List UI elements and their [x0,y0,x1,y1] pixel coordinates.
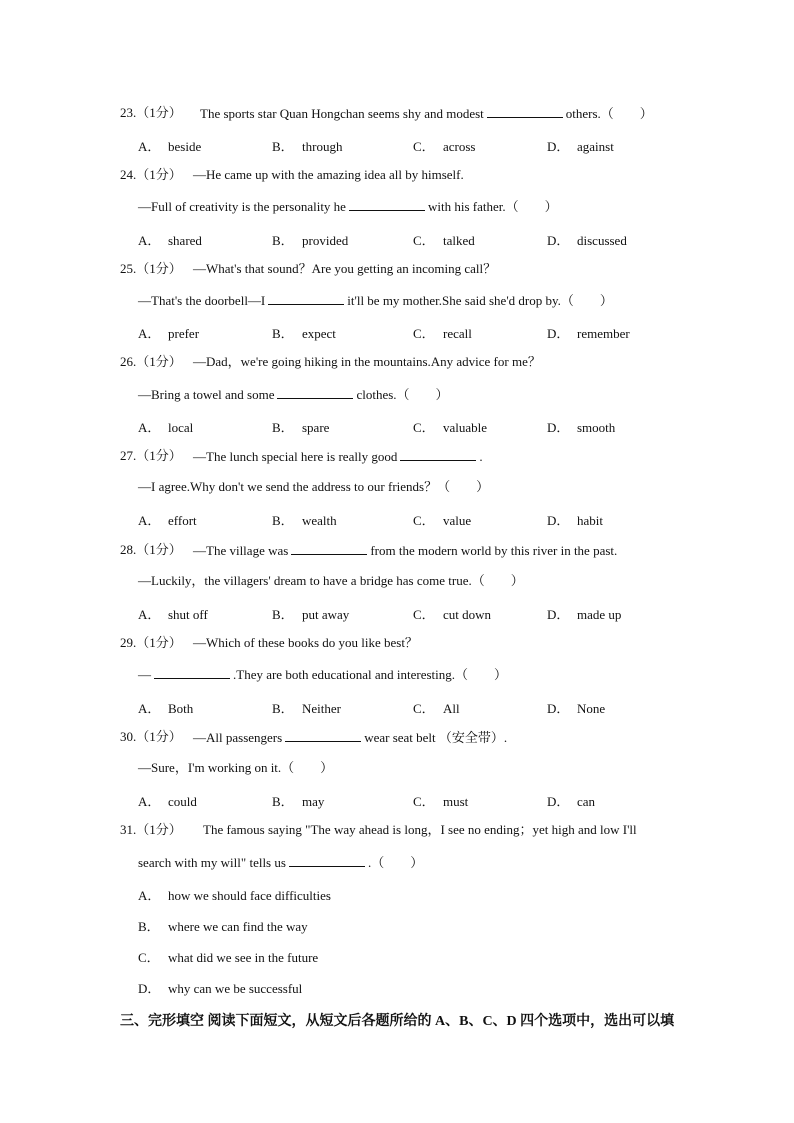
option-text: Neither [302,701,341,716]
option-text: shut off [168,607,208,622]
option-b[interactable] [272,417,329,436]
option-letter: D． [547,326,570,341]
stem-text-after-blank: . [479,449,483,464]
option-text: recall [443,326,472,341]
option-text: spare [302,420,330,435]
stem-text: —That's the doorbell—I [138,293,266,308]
stem-text: —The lunch special here is really good [193,449,398,464]
question-stem [138,760,333,776]
answer-blank [154,666,230,679]
option-a[interactable] [138,604,208,623]
option-letter: C． [413,139,435,154]
option-text: provided [302,233,349,248]
option-letter: A． [138,513,161,528]
option-text: why can we be successful [168,981,303,996]
option-letter: D． [547,794,570,809]
option-text: where we can find the way [168,919,308,934]
option-text: local [168,420,194,435]
option-text: must [443,794,469,809]
stem-text: —The village was [193,543,289,558]
option-letter: B． [272,139,294,154]
option-letter: C． [413,607,435,622]
option-b[interactable] [272,698,341,717]
question-number: 25.（1分） [120,261,182,276]
stem-text-after-blank: with his father.（ ） [427,199,558,214]
option-letter: D． [547,513,570,528]
option-b[interactable] [272,230,348,249]
stem-text: —What's that sound？Are you getting an incoming call？ [193,261,497,276]
option-letter: D． [547,139,570,154]
option-text: how we should face difficulties [168,888,331,903]
option-text: habit [577,513,603,528]
option-letter: B． [272,607,294,622]
option-a[interactable] [138,230,202,249]
option-letter: A． [138,888,161,903]
question-number: 26.（1分） [120,354,182,369]
stem-text: The sports star Quan Hongchan seems shy and modest [200,106,484,121]
option-c[interactable] [413,604,491,623]
answer-blank [400,448,476,461]
option-letter: D． [547,420,570,435]
option-text: effort [168,513,197,528]
option-letter: C． [413,513,435,528]
option-text: across [443,139,476,154]
question-stem [200,105,653,122]
question-stem [193,261,496,277]
option-b[interactable] [272,791,324,810]
option-letter: B． [272,420,294,435]
option-c[interactable] [413,136,476,155]
answer-blank [268,292,344,305]
option-text: discussed [577,233,627,248]
option-letter: A． [138,701,161,716]
option-b[interactable] [138,916,308,935]
question-stem [193,729,507,746]
question-stem [193,542,617,559]
stem-text: —Luckily，the villagers' dream to have a bridge has come true.（ ） [138,573,524,588]
stem-text: —All passengers [193,730,283,745]
question-number: 30.（1分） [120,729,182,744]
option-c[interactable] [413,323,472,342]
option-letter: B． [272,233,294,248]
option-text: expect [302,326,336,341]
option-c[interactable] [413,510,471,529]
option-letter: B． [272,513,294,528]
stem-text: —Dad，we're going hiking in the mountains.Any advice for me？ [193,354,541,369]
question-stem [193,635,418,651]
question-stem [193,448,483,465]
option-c[interactable] [413,417,487,436]
option-letter: A． [138,420,161,435]
option-a[interactable] [138,417,193,436]
option-text: None [577,701,606,716]
option-d[interactable] [547,136,614,155]
option-text: Both [168,701,194,716]
option-c[interactable] [413,230,475,249]
option-text: put away [302,607,350,622]
option-text: against [577,139,614,154]
stem-text-after-blank: .（ ） [367,855,424,870]
question-number: 31.（1分） [120,822,182,837]
option-d[interactable] [547,230,627,249]
option-b[interactable] [272,323,336,342]
option-a[interactable] [138,791,197,810]
option-text: cut down [443,607,492,622]
question-number: 28.（1分） [120,542,182,557]
option-text: may [302,794,325,809]
stem-text-after-blank: wear seat belt （安全带）. [364,730,508,745]
option-a[interactable] [138,510,197,529]
answer-blank [291,542,367,555]
stem-text: —He came up with the amazing idea all by himself. [193,167,464,182]
question-stem [193,354,541,370]
question-stem [138,573,524,589]
option-letter: D． [138,981,161,996]
stem-text-after-blank: it'll be my mother.She said she'd drop by.（ ） [347,293,613,308]
stem-text: —Bring a towel and some [138,387,275,402]
stem-text: —I agree.Why don't we send the address to our friends？（ ） [138,479,490,494]
option-d[interactable] [547,417,615,436]
question-stem [138,666,507,683]
option-letter: D． [547,701,570,716]
option-a[interactable] [138,136,201,155]
section-title: 三、完形填空 阅读下面短文，从短文后各题所给的 A、B、C、D 四个选项中，选出可以填 [120,1014,675,1029]
answer-blank [289,854,365,867]
question-stem [138,479,489,495]
stem-text: — [138,667,151,682]
option-letter: B． [272,794,294,809]
option-letter: D． [547,607,570,622]
option-a[interactable] [138,323,199,342]
option-letter: B． [138,919,160,934]
stem-text: —Which of these books do you like best？ [193,635,418,650]
option-d[interactable] [547,604,621,623]
question-number: 23.（1分） [120,105,182,120]
answer-blank [277,386,353,399]
option-a[interactable] [138,698,193,717]
option-letter: C． [413,701,435,716]
option-b[interactable] [272,604,349,623]
option-letter: C． [138,950,160,965]
stem-text-after-blank: others.（ ） [565,106,653,121]
question-stem [138,386,449,403]
question-stem [138,854,423,871]
option-text: through [302,139,343,154]
option-c[interactable] [138,947,318,966]
question-stem [138,292,613,309]
option-text: made up [577,607,622,622]
answer-blank [487,105,563,118]
option-letter: A． [138,326,161,341]
option-text: beside [168,139,202,154]
stem-text-after-blank: clothes.（ ） [356,387,449,402]
option-text: wealth [302,513,337,528]
stem-text-after-blank: .They are both educational and interesting.（ ） [233,667,508,682]
option-letter: B． [272,326,294,341]
question-stem [193,167,464,183]
option-d[interactable] [547,791,595,810]
option-letter: A． [138,139,161,154]
answer-blank [349,198,425,211]
stem-text: search with my will" tells us [138,855,286,870]
question-number: 29.（1分） [120,635,182,650]
stem-text: —Full of creativity is the personality he [138,199,346,214]
option-letter: C． [413,794,435,809]
option-b[interactable] [272,136,342,155]
option-letter: A． [138,607,161,622]
stem-text: —Sure，I'm working on it.（ ） [138,760,334,775]
option-d[interactable] [547,323,630,342]
option-c[interactable] [413,791,468,810]
stem-text-after-blank: from the modern world by this river in the past. [370,543,618,558]
option-c[interactable] [413,698,460,717]
option-text: value [443,513,472,528]
option-text: what did we see in the future [168,950,319,965]
option-text: valuable [443,420,488,435]
option-d[interactable] [547,698,605,717]
question-stem [138,198,558,215]
option-text: can [577,794,596,809]
option-b[interactable] [272,510,337,529]
option-letter: C． [413,420,435,435]
option-text: smooth [577,420,616,435]
question-number: 24.（1分） [120,167,182,182]
option-letter: C． [413,326,435,341]
answer-blank [285,729,361,742]
option-a[interactable] [138,885,331,904]
option-letter: A． [138,233,161,248]
question-number: 27.（1分） [120,448,182,463]
stem-text: The famous saying "The way ahead is long，I see no ending；yet high and low I'll [203,822,637,837]
option-d[interactable] [547,510,603,529]
option-text: shared [168,233,202,248]
option-d[interactable] [138,978,302,997]
option-letter: A． [138,794,161,809]
option-text: All [443,701,460,716]
option-letter: B． [272,701,294,716]
option-text: remember [577,326,630,341]
option-letter: C． [413,233,435,248]
option-text: could [168,794,197,809]
option-text: talked [443,233,475,248]
option-text: prefer [168,326,200,341]
option-letter: D． [547,233,570,248]
